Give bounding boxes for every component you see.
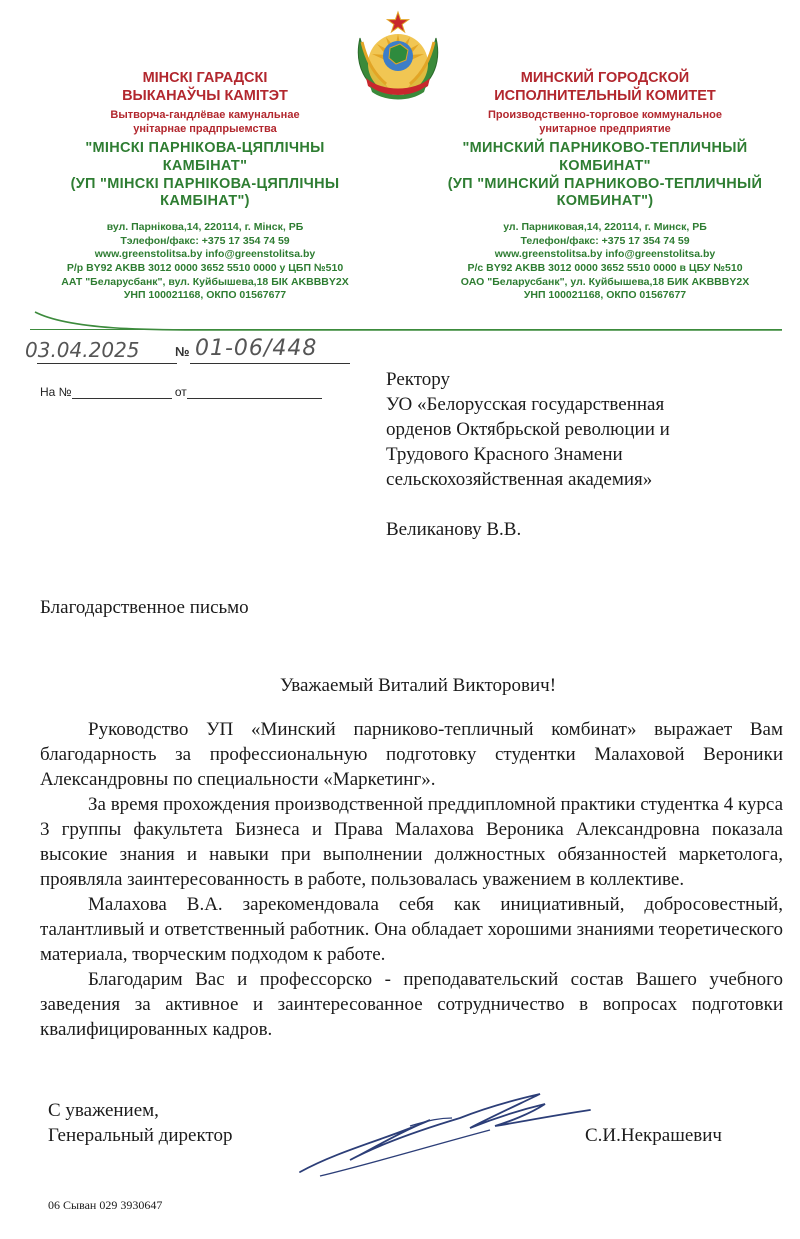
company-name-right-line3: (УП "МИНСКИЙ ПАРНИКОВО-ТЕПЛИЧНЫЙ [447,175,763,192]
org-name-left-line1: МІНСКІ ГАРАДСКІ [142,70,268,86]
closing-regards: С уважением, [48,1100,159,1121]
company-name-right-line2: КОМБИНАТ" [559,157,651,174]
date-underline [37,363,177,364]
contacts-right-ids: УНП 100021168, ОКПО 01567677 [523,289,687,302]
company-name-right-line4: КОМБИНАТ") [556,193,654,210]
company-name-left-line2: КАМБІНАТ" [162,157,248,174]
registration-date: 03.04.2025 [25,338,140,362]
contacts-right [425,221,785,303]
addressee-line: Трудового Красного Знамени [386,444,623,465]
body-paragraph-2: За время прохождения производственной преддипломной практики студентка 4 курса 3 группы факультета Бизнеса и Права Малахова Вероника Александровна показала высокие знания и навыки при выполнении должностных обязанностей маркетолога, проявляла заинтересованность в работе, пользовалась уважением в коллективе. [40,794,784,890]
reference-from-label: от [174,385,187,399]
reference-no-label: На № [40,385,72,399]
registration-number: 01-06/448 [195,336,318,361]
addressee-line: УО «Белорусская государственная [386,394,665,415]
body-paragraph-1: Руководство УП «Минский парниково-тепличный комбинат» выражает Вам благодарность за профессиональную подготовку студентки Малаховой Вероники Александровны по специальности «Маркетинг». [40,719,783,790]
reference-from-blank [187,386,322,399]
org-type-right-line1: Производственно-торговое коммунальное [487,109,723,122]
letter-body [40,717,783,1042]
company-name-left-line4: КАМБІНАТ") [160,193,250,210]
contacts-left-web: www.greenstolitsa.by info@greenstolitsa.by [94,248,316,261]
footer-executor: 06 Сыван 029 3930647 [48,1198,163,1212]
header-left [30,70,380,303]
org-name-left-line2: ВЫКАНАЎЧЫ КАМІТЭТ [122,87,288,104]
org-type-left-line2: унітарнае прадпрыемства [133,122,277,135]
closing-position: Генеральный директор [48,1125,233,1146]
addressee-line: сельскохозяйственная академия» [386,469,653,490]
org-type-right-line2: унитарное предприятие [539,122,671,135]
addressee [386,367,670,542]
header-divider-curve [30,300,790,332]
body-paragraph-4: Благодарим Вас и профессорско - преподавательский состав Вашего учебного заведения за активное и заинтересованное сотрудничество в вопросах подготовки квалифицированных кадров. [40,969,783,1040]
contacts-left-address: вул. Парнікова,14, 220114, г. Мінск, РБ [106,220,304,233]
registration-no-label: № [175,344,190,359]
contacts-right-address: ул. Парниковая,14, 220114, г. Минск, РБ [503,220,707,233]
company-name-left-line3: (УП "МІНСКІ ПАРНІКОВА-ЦЯПЛІЧНЫ [70,175,340,192]
emblem-star [387,12,408,32]
number-underline [190,363,350,364]
contacts-right-phone: Телефон/факс: +375 17 354 74 59 [520,234,690,247]
company-name-right-line1: "МИНСКИЙ ПАРНИКОВО-ТЕПЛИЧНЫЙ [462,140,748,157]
contacts-right-web: www.greenstolitsa.by info@greenstolitsa.by [494,248,716,261]
company-name-left-line1: "МІНСКІ ПАРНІКОВА-ЦЯПЛІЧНЫ [85,140,325,157]
signatory-name: С.И.Некрашевич [585,1125,722,1146]
closing [48,1098,232,1148]
contacts-left-phone: Тэлефон/факс: +375 17 354 74 59 [120,234,290,247]
addressee-spacer [386,492,670,517]
contacts-left [30,221,380,303]
registration-line [25,336,385,366]
org-type-left-line1: Вытворча-гандлёвае камунальнае [110,109,300,122]
document-title: Благодарственное письмо [40,597,249,618]
contacts-left-bank: ААТ "Беларусбанк", вул. Куйбышева,18 БІК AKBBBY2X [61,275,349,288]
reference-line [40,385,322,399]
salutation: Уважаемый Виталий Викторович! [279,675,557,696]
handwritten-signature [280,1080,610,1190]
addressee-line: орденов Октябрьской революции и [386,419,670,440]
addressee-recipient: Великанову В.В. [386,519,522,540]
org-name-right-line2: ИСПОЛНИТЕЛЬНЫЙ КОМИТЕТ [494,87,716,104]
header-right [425,70,785,303]
addressee-line: Ректору [386,369,451,390]
contacts-right-bank: ОАО "Беларусбанк", ул. Куйбышева,18 БИК AKBBBY2X [460,275,750,288]
contacts-left-ids: УНП 100021168, ОКПО 01567677 [123,289,287,302]
reference-no-blank [72,386,172,399]
contacts-right-account: Р/с BY92 AKBB 3012 0000 3652 5510 0000 в ЦБУ №510 [467,261,743,274]
contacts-left-account: Р/р BY92 AKBB 3012 0000 3652 5510 0000 у ЦБП №510 [66,261,344,274]
org-name-right-line1: МИНСКИЙ ГОРОДСКОЙ [520,70,690,86]
body-paragraph-3: Малахова В.А. зарекомендовала себя как инициативный, добросовестный, талантливый и ответственный работник. Она обладает хорошими знаниями теоретического материала, творческим подходом к работе. [40,894,783,965]
